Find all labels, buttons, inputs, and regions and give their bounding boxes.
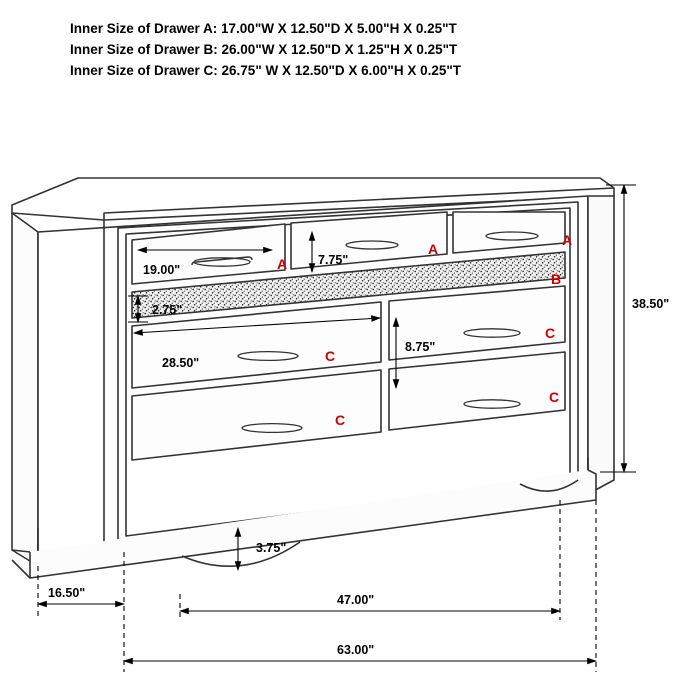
dim-label-case-height: 38.50"	[632, 297, 670, 311]
dim-label-toe-height: 3.75"	[256, 541, 287, 555]
drawer-tag-c-left-1: C	[325, 348, 336, 364]
spec-line-drawer-b: Inner Size of Drawer B: 26.00"W X 12.50"D X 1.25"H X 0.25"T	[70, 42, 458, 57]
drawer-tag-a-middle: A	[428, 241, 439, 257]
dim-label-drawer-c-height: 8.75"	[405, 340, 436, 354]
drawer-tag-a-left: A	[277, 256, 288, 272]
drawer-tag-c-right-2: C	[549, 389, 560, 405]
dim-label-drawer-b-height: 2.75"	[152, 303, 183, 317]
spec-line-drawer-a: Inner Size of Drawer A: 17.00"W X 12.50"D X 5.00"H X 0.25"T	[70, 21, 457, 36]
dim-label-drawer-c-width: 28.50"	[162, 356, 200, 370]
dim-label-drawer-a-width: 19.00"	[143, 263, 181, 277]
dim-label-base-width: 47.00"	[337, 593, 375, 607]
drawer-tag-c-right-1: C	[545, 325, 556, 341]
dim-label-overall-width: 63.00"	[337, 643, 375, 657]
drawer-tag-b-right: B	[551, 271, 562, 287]
dim-label-case-depth: 16.50"	[48, 586, 86, 600]
drawer-tag-a-right: A	[562, 232, 573, 248]
drawer-tag-c-left-2: C	[335, 412, 346, 428]
spec-line-drawer-c: Inner Size of Drawer C: 26.75" W X 12.50"D X 6.00"H X 0.25"T	[70, 63, 462, 78]
dim-label-drawer-a-height: 7.75"	[318, 253, 349, 267]
